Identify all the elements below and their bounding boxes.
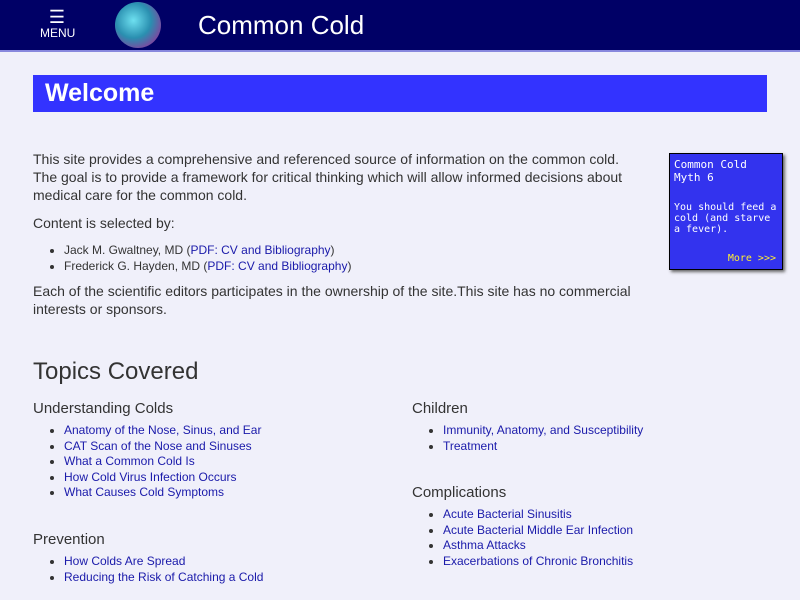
selected-by-label: Content is selected by: (33, 215, 175, 231)
topic-link[interactable]: CAT Scan of the Nose and Sinuses (64, 438, 252, 453)
myth-text: You should feed a cold (and starve a fever). (674, 202, 777, 235)
section-title: Children (412, 400, 468, 417)
editor-item (64, 258, 643, 274)
section-title: Prevention (33, 531, 105, 548)
ownership-text: Each of the scientific editors participates in the ownership of the site.This site has no commercial interests or sponsors. (33, 283, 631, 317)
topic-link[interactable]: Anatomy of the Nose, Sinus, and Ear (64, 423, 262, 437)
topic-link[interactable]: Treatment (443, 438, 498, 453)
paren: ) (347, 259, 352, 273)
topic-link[interactable]: Reducing the Risk of Catching a Cold (64, 569, 264, 584)
myth-more-link[interactable]: More >>> (727, 253, 776, 264)
editor-name: Jack M. Gwaltney, MD ( (64, 243, 191, 257)
editor-name: Frederick G. Hayden, MD ( (64, 259, 208, 273)
section-title: Understanding Colds (33, 400, 174, 417)
topic-section (412, 400, 643, 462)
topic-section (33, 531, 263, 593)
welcome-banner: Welcome (33, 75, 767, 112)
section-title: Complications (412, 484, 507, 501)
cv-link[interactable]: PDF: CV and Bibliography (190, 243, 331, 257)
topic-link[interactable]: What a Common Cold Is (64, 454, 195, 469)
site-title[interactable]: Common Cold (198, 10, 365, 40)
topic-section (33, 400, 261, 509)
topic-link[interactable]: Acute Bacterial Sinusitis (443, 507, 572, 521)
intro-section (33, 150, 643, 328)
myth-box[interactable] (669, 153, 783, 270)
topic-link[interactable]: Asthma Attacks (443, 538, 526, 553)
editor-item (64, 242, 643, 258)
virus-logo[interactable] (115, 2, 161, 48)
editor-list (33, 242, 643, 274)
topic-link[interactable]: Exacerbations of Chronic Bronchitis (443, 553, 634, 568)
topic-link[interactable]: Immunity, Anatomy, and Susceptibility (443, 423, 644, 437)
header (0, 0, 800, 50)
hamburger-icon: ☰ (48, 7, 66, 27)
paren: ) (330, 243, 335, 257)
myth-title: Common Cold Myth 6 (674, 158, 747, 184)
topic-link[interactable]: How Colds Are Spread (64, 554, 186, 568)
menu-label: MENU (40, 26, 76, 40)
cv-link[interactable]: PDF: CV and Bibliography (207, 259, 348, 273)
intro-text: This site provides a comprehensive and referenced source of information on the common cold. The goal is to provide a framework for critical thinking which will allow informed decisions about medical care for the common cold. (33, 151, 623, 203)
divider (0, 50, 800, 52)
topic-link[interactable]: How Cold Virus Infection Occurs (64, 469, 237, 484)
topic-link[interactable]: Acute Bacterial Middle Ear Infection (443, 522, 634, 537)
topic-section (412, 484, 633, 577)
topics-heading: Topics Covered (33, 358, 199, 385)
menu-button[interactable] (40, 8, 74, 40)
topic-link[interactable]: What Causes Cold Symptoms (64, 485, 225, 500)
